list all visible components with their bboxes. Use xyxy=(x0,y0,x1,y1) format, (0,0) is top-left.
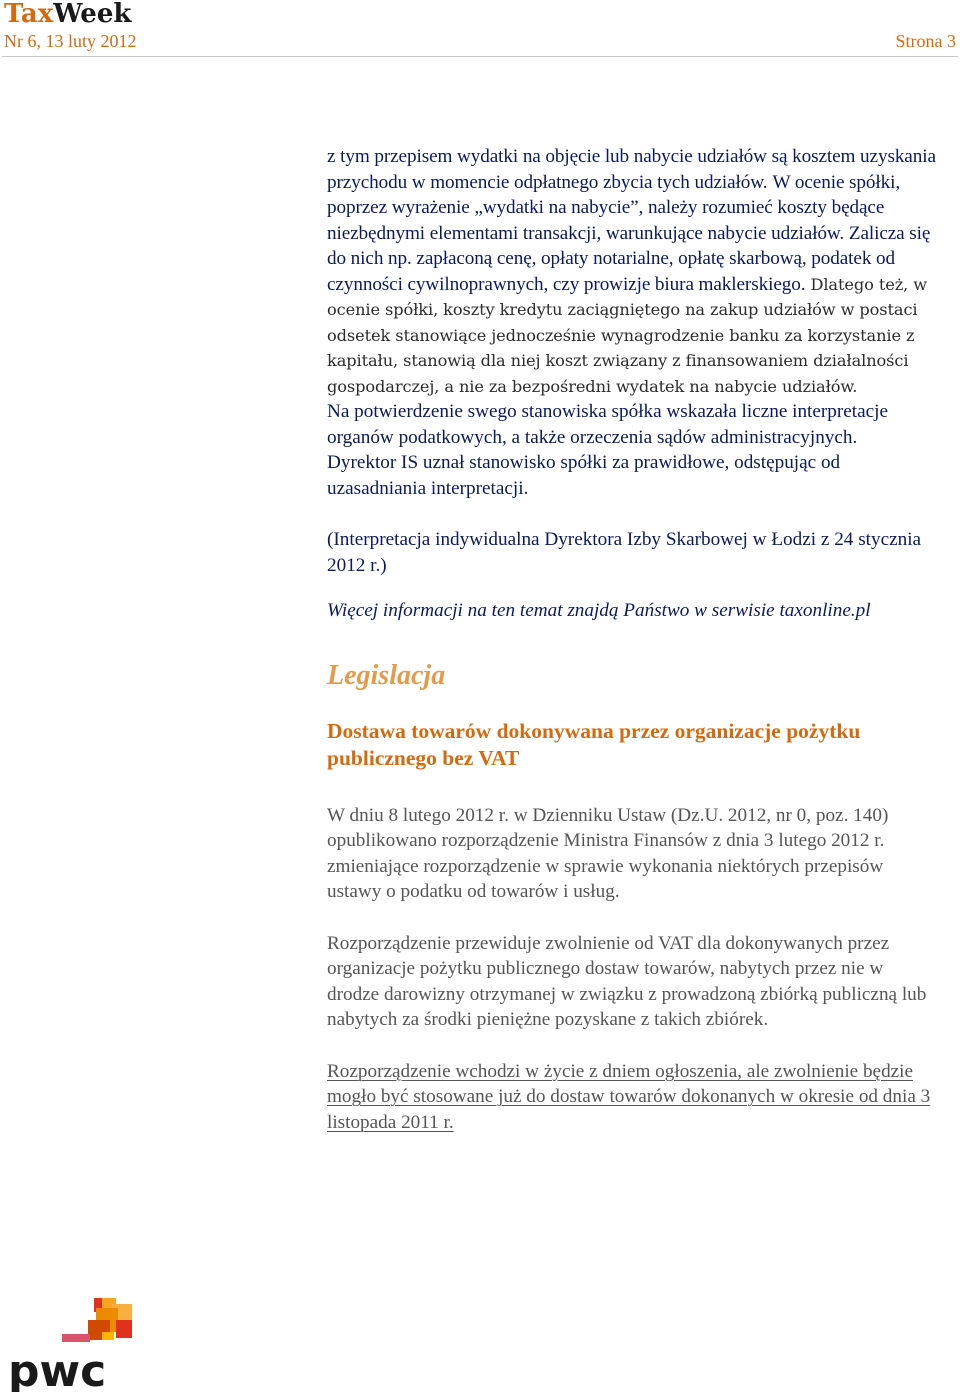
paragraph-2: Na potwierdzenie swego stanowiska spółka wskazała liczne interpretacje organów podatkowych, a także orzeczenia sądów administracyjnych. xyxy=(327,401,889,448)
header-divider xyxy=(2,56,958,57)
main-content xyxy=(327,144,937,1135)
issue-date: Nr 6, 13 luty 2012 xyxy=(4,31,137,51)
brand-tax: Tax xyxy=(4,0,54,29)
citation: (Interpretacja indywidualna Dyrektora Izby Skarbowej w Łodzi z 24 stycznia 2012 r.) xyxy=(327,529,922,576)
article-title: Dostawa towarów dokonywana przez organizacje pożytku publicznego bez VAT xyxy=(327,718,861,770)
section-title: Legislacja xyxy=(327,659,446,691)
paragraph-1a: z tym przepisem wydatki na objęcie lub nabycie udziałów są kosztem uzyskania przychodu w momencie odpłatnego zbycia tych udziałów. xyxy=(327,146,936,193)
page-header xyxy=(0,0,960,58)
page-number: Strona 3 xyxy=(895,31,956,51)
article-paragraph-1: W dniu 8 lutego 2012 r. w Dzienniku Ustaw (Dz.U. 2012, nr 0, poz. 140) opublikowano rozporządzenie Ministra Finansów z dnia 3 lutego 2012 r. zmieniające rozporządzenie w sprawie wykonania niektórych przepisów ustawy o podatku od towarów i usług. xyxy=(327,804,889,902)
brand-logo xyxy=(4,0,131,30)
article-paragraph-2: Rozporządzenie przewiduje zwolnienie od VAT dla dokonywanych przez organizacje pożytku publicznego dostaw towarów, nabytych przez nie w drodze darowizny otrzymanej w związku z prowadzoną zbiórką publiczną lub nabytych za środki pieniężne pozyskane z takich zbiórek. xyxy=(327,932,927,1030)
paragraph-1c: Dlatego też, w ocenie spółki, koszty kredytu zaciągniętego na zakup udziałów w postaci odsetek stanowiące jednocześnie wynagrodzenie banku za korzystanie z kapitału, stanowią dla niej koszt związany z finansowaniem działalności gospodarczej, a nie za bezpośredni wydatek na nabycie udziałów. xyxy=(327,274,927,396)
more-info-link[interactable]: Więcej informacji na ten temat znajdą Państwo w serwisie taxonline.pl xyxy=(327,600,871,621)
paragraph-3: Dyrektor IS uznał stanowisko spółki za prawidłowe, odstępując od uzasadniania interpretacji. xyxy=(327,452,841,499)
paragraph-1b: W ocenie spółki, poprzez wyrażenie „wydatki na nabycie”, należy rozumieć koszty będące niezbędnymi elementami transakcji, warunkujące nabycie udziałów. Zalicza się do nich np. zapłaconą cenę, opłaty notarialne, opłatę skarbową, podatek od czynności cywilnoprawnych, czy prowizje biura maklerskiego. xyxy=(327,171,931,295)
pwc-logo-icon xyxy=(8,1296,138,1392)
paragraph-1 xyxy=(327,144,937,399)
brand-week: Week xyxy=(53,0,132,29)
article-paragraph-3: Rozporządzenie wchodzi w życie z dniem ogłoszenia, ale zwolnienie będzie mogło być stosowane już do dostaw towarów dokonanych w okresie od dnia 3 listopada 2011 r. xyxy=(327,1060,931,1133)
pwc-logo xyxy=(8,1296,138,1392)
pwc-logo-text: pwc xyxy=(8,1346,107,1392)
